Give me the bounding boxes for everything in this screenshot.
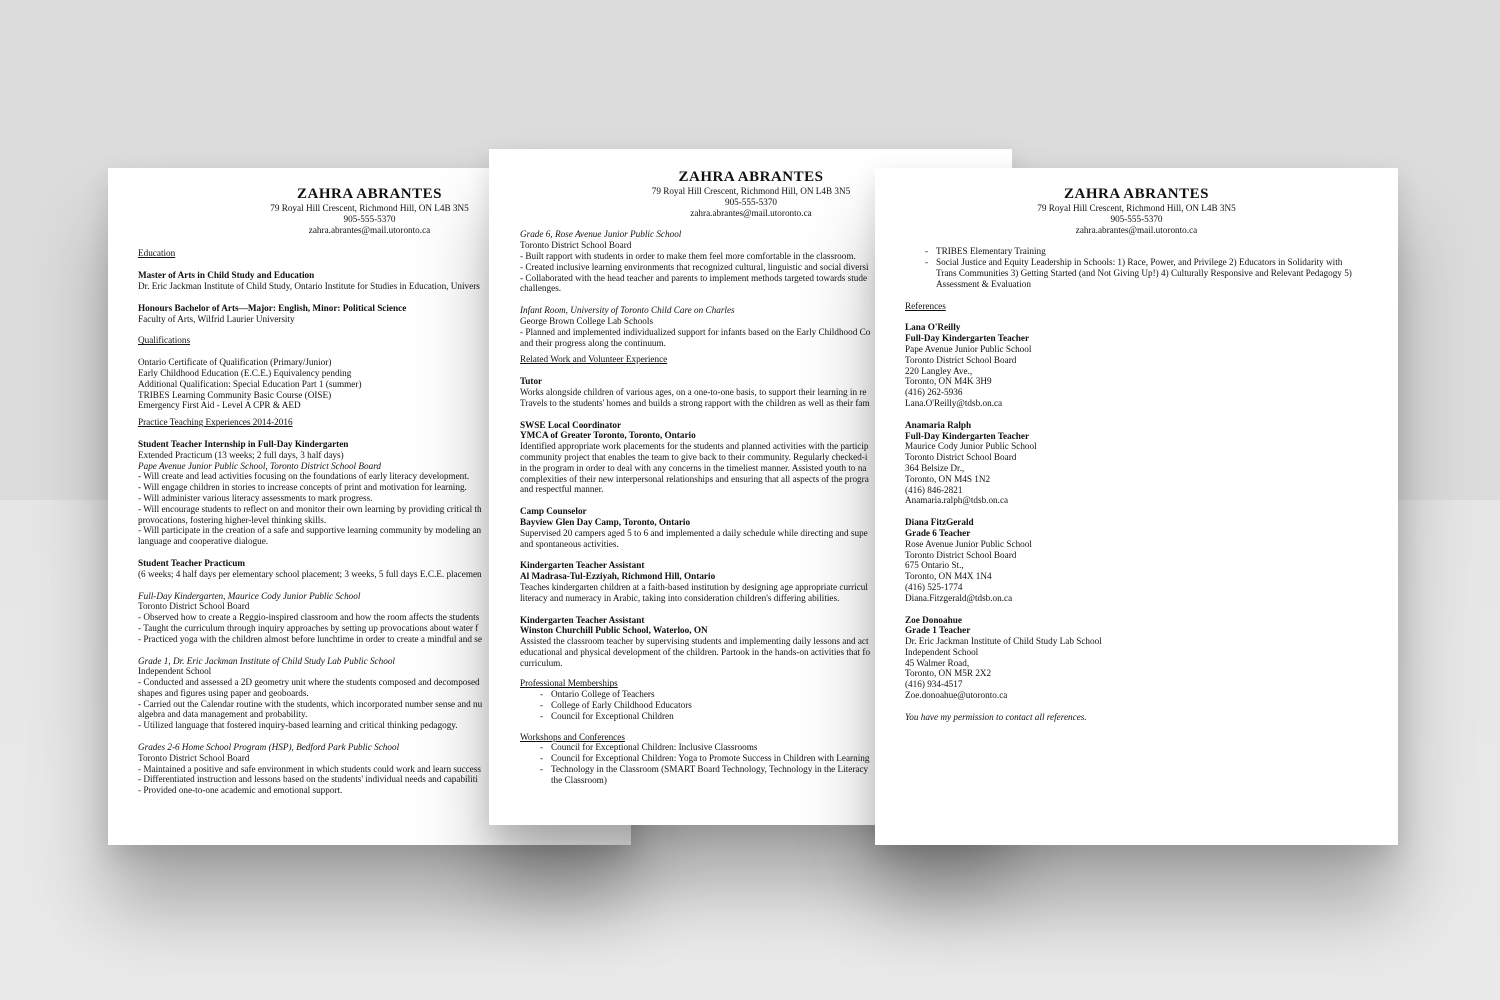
- degree-school: Faculty of Arts, Wilfrid Laurier University: [138, 313, 295, 324]
- bullet-line: - Taught the curriculum through inquiry approaches by setting up provocations about water f: [138, 622, 479, 633]
- position-board: George Brown College Lab Schools: [520, 315, 654, 326]
- reference-entry: [905, 420, 1398, 506]
- workshop-item: - Technology in the Classroom (SMART Board Technology, Technology in the Literacy: [540, 764, 1012, 775]
- section-heading-references: References: [905, 300, 946, 311]
- reference-phone: (416) 525-1774: [905, 581, 963, 592]
- candidate-name: ZAHRA ABRANTES: [297, 186, 442, 202]
- phone: 905-555-5370: [343, 213, 396, 224]
- reference-name: Diana FitzGerald: [905, 517, 974, 528]
- position-title: Camp Counselor: [520, 506, 587, 517]
- reference-title: Grade 6 Teacher: [905, 527, 971, 538]
- reference-line: Toronto District School Board: [905, 354, 1017, 365]
- bullet-line: - Practiced yoga with the children almost before lunchtime in order to create a mindful and se: [138, 633, 482, 644]
- bullet-line: challenges.: [520, 283, 562, 294]
- qualification-item: TRIBES Learning Community Basic Course (OISE): [138, 389, 332, 400]
- description-line: Assisted the classroom teacher by supervising students and implementing daily lessons and act: [520, 636, 869, 647]
- position-title: Kindergarten Teacher Assistant: [520, 560, 645, 571]
- bullet-line: - Observed how to create a Reggio-inspired classroom and how the room affects the students: [138, 612, 480, 623]
- reference-line: 364 Belsize Dr.,: [905, 462, 965, 473]
- position-place: Grade 1, Dr. Eric Jackman Institute of Child Study Lab Public School: [138, 655, 395, 666]
- candidate-name: ZAHRA ABRANTES: [678, 169, 824, 185]
- bullet-line: - Utilized language that fostered inquiry-based learning and critical thinking pedagogy.: [138, 720, 458, 731]
- section-heading-workshops: Workshops and Conferences: [520, 731, 625, 742]
- position-subtitle: (6 weeks; 4 half days per elementary school placement; 3 weeks, 5 full days E.C.E. placemen: [138, 568, 482, 579]
- description-line: community project that enables the team to give back to their community. Regularly checked-i: [520, 451, 868, 462]
- qualification-item: Ontario Certificate of Qualification (Primary/Junior): [138, 357, 332, 368]
- section-heading-qualifications: Qualifications: [138, 335, 191, 346]
- bullet-line: algebra and data management and probability.: [138, 709, 308, 720]
- description-line: complexities of their new interpersonal relationships and ensuring that all aspects of the progra: [520, 473, 869, 484]
- training-item: - TRIBES Elementary Training: [925, 246, 1398, 257]
- bullet-line: - Conducted and assessed a 2D geometry unit where the students composed and decomposed: [138, 677, 480, 688]
- email: zahra.abrantes@mail.utoronto.ca: [690, 207, 812, 218]
- bullet-line: - Maintained a positive and safe environment in which students could work and learn success: [138, 763, 481, 774]
- reference-title: Grade 1 Teacher: [905, 625, 971, 636]
- position-place: Full-Day Kindergarten, Maurice Cody Junior Public School: [138, 590, 361, 601]
- bullet-line: - Provided one-to-one academic and emotional support.: [138, 785, 343, 796]
- bullet-line: and their progress along the continuum.: [520, 337, 666, 348]
- bullet-line: - Planned and implemented individualized support for infants based on the Early Childhood Co: [520, 326, 871, 337]
- reference-email: Diana.Fitzgerald@tdsb.on.ca: [905, 592, 1013, 603]
- reference-title: Full-Day Kindergarten Teacher: [905, 430, 1030, 441]
- workshop-item: - Council for Exceptional Children: Inclusive Classrooms: [540, 742, 1012, 753]
- section-heading-education: Education: [138, 248, 176, 259]
- bullet-line: - Will create and lead activities focusing on the foundations of early literacy development.: [138, 471, 470, 482]
- reference-name: Zoe Donoahue: [905, 614, 962, 625]
- degree-title: Master of Arts in Child Study and Education: [138, 270, 315, 281]
- position-org: YMCA of Greater Toronto, Toronto, Ontario: [520, 430, 696, 441]
- position-board: Independent School: [138, 666, 212, 677]
- section-heading-practice: Practice Teaching Experiences 2014-2016: [138, 417, 293, 428]
- training-item: - Social Justice and Equity Leadership in Schools: 1) Race, Power, and Privilege 2) Educators in Solidarity with Trans Communities 3) Getting Started (and Not Giving Up!) 4) Culturally Responsive and Relevant Pedagogy 5) Assessment & Evaluation: [925, 257, 1398, 289]
- qualification-item: Early Childhood Education (E.C.E.) Equivalency pending: [138, 367, 352, 378]
- description-line: educational and physical development of the children. Partook in the hands-on activities that fo: [520, 646, 871, 657]
- bullet-line: - Built rapport with students in order to make them feel more comfortable in the classroom.: [520, 250, 856, 261]
- position-board: Toronto District School Board: [138, 752, 250, 763]
- section-heading-memberships: Professional Memberships: [520, 678, 618, 689]
- reference-line: Toronto, ON M4K 3H9: [905, 376, 992, 387]
- address: 79 Royal Hill Crescent, Richmond Hill, ON L4B 3N5: [1037, 203, 1236, 213]
- description-line: and spontaneous activities.: [520, 538, 619, 549]
- phone: 905-555-5370: [1110, 213, 1163, 224]
- description-line: Travels to the students' homes and builds a strong rapport with the children as well as their fam: [520, 397, 870, 408]
- position-title: Tutor: [520, 376, 543, 387]
- reference-line: Pape Avenue Junior Public School: [905, 343, 1032, 354]
- position-place: Infant Room, University of Toronto Child Care on Charles: [520, 305, 735, 316]
- description-line: and respectful manner.: [520, 484, 604, 495]
- reference-email: Lana.O'Reilly@tdsb.on.ca: [905, 397, 1003, 408]
- position-board: Toronto District School Board: [138, 601, 250, 612]
- bullet-line: - Will engage children in stories to increase concepts of print and motivation for learning.: [138, 482, 467, 493]
- reference-entry: [905, 517, 1398, 603]
- reference-email: Anamaria.ralph@tdsb.on.ca: [905, 495, 1009, 506]
- address: 79 Royal Hill Crescent, Richmond Hill, ON L4B 3N5: [651, 186, 851, 196]
- bullet-line: - Will encourage students to reflect on and monitor their own learning by providing critical th: [138, 503, 482, 514]
- bullet-line: language and cooperative dialogue.: [138, 536, 269, 547]
- description-line: in the program in order to deal with any concerns in the timeliest manner. Assisted youth to na: [520, 462, 867, 473]
- candidate-name: ZAHRA ABRANTES: [1064, 186, 1209, 202]
- resume-header: [905, 186, 1368, 235]
- reference-line: Toronto, ON M4X 1N4: [905, 571, 992, 582]
- email: zahra.abrantes@mail.utoronto.ca: [1075, 224, 1198, 235]
- description-line: literacy and numeracy in Arabic, taking into consideration children's differing abilities.: [520, 592, 840, 603]
- workshop-item: - Council for Exceptional Children: Yoga to Promote Success in Children with Learning: [540, 753, 1012, 764]
- resume-page-3: [875, 168, 1398, 845]
- qualification-item: Additional Qualification: Special Education Part 1 (summer): [138, 378, 362, 389]
- reference-name: Anamaria Ralph: [905, 419, 972, 430]
- reference-title: Full-Day Kindergarten Teacher: [905, 333, 1030, 344]
- reference-line: 220 Langley Ave.,: [905, 365, 973, 376]
- position-board: Toronto District School Board: [520, 240, 632, 251]
- membership-item: - College of Early Childhood Educators: [540, 700, 1012, 711]
- reference-name: Lana O'Reilly: [905, 322, 961, 333]
- position-place: Grade 6, Rose Avenue Junior Public School: [520, 229, 682, 240]
- bullet-line: provocations, fostering higher-level thinking skills.: [138, 514, 327, 525]
- permission-note: You have my permission to contact all references.: [905, 711, 1087, 722]
- reference-phone: (416) 846-2821: [905, 484, 963, 495]
- section-heading-related: Related Work and Volunteer Experience: [520, 354, 668, 365]
- reference-phone: (416) 262-5936: [905, 387, 963, 398]
- bullet-line: - Carried out the Calendar routine with the students, which incorporated number sense and nu: [138, 698, 483, 709]
- reference-line: Dr. Eric Jackman Institute of Child Study Lab School: [905, 636, 1102, 647]
- position-title: Kindergarten Teacher Assistant: [520, 614, 645, 625]
- degree-school: Dr. Eric Jackman Institute of Child Study, Ontario Institute for Studies in Education, Univers: [138, 280, 480, 291]
- position-title: Student Teacher Practicum: [138, 557, 246, 568]
- bullet-line: - Collaborated with the head teacher and parents to implement methods targeted towards stude: [520, 272, 868, 283]
- degree-title: Honours Bachelor of Arts—Major: English, Minor: Political Science: [138, 302, 407, 313]
- reference-line: 675 Ontario St.,: [905, 560, 964, 571]
- description-line: Identified appropriate work placements for the students and planned activities with the particip: [520, 441, 869, 452]
- reference-line: 45 Walmer Road,: [905, 657, 970, 668]
- phone: 905-555-5370: [724, 196, 778, 207]
- position-title: SWSE Local Coordinator: [520, 419, 622, 430]
- reference-entry: [905, 322, 1398, 408]
- position-org: Winston Churchill Public School, Waterloo, ON: [520, 625, 708, 636]
- position-title: Student Teacher Internship in Full-Day Kindergarten: [138, 438, 349, 449]
- reference-email: Zoe.donoahue@utoronto.ca: [905, 690, 1008, 701]
- workshop-item-continuation: the Classroom): [551, 774, 607, 785]
- bullet-line: - Created inclusive learning environments that recognized cultural, linguistic and social diversi: [520, 261, 869, 272]
- email: zahra.abrantes@mail.utoronto.ca: [308, 224, 431, 235]
- position-place: Grades 2-6 Home School Program (HSP), Bedford Park Public School: [138, 742, 400, 753]
- address: 79 Royal Hill Crescent, Richmond Hill, ON L4B 3N5: [270, 203, 469, 213]
- bullet-line: shapes and figures using paper and geoboards.: [138, 687, 309, 698]
- membership-item: - Ontario College of Teachers: [540, 689, 1012, 700]
- description-line: Teaches kindergarten children at a faith-based institution by designing age appropriate curricul: [520, 581, 868, 592]
- description-line: curriculum.: [520, 657, 563, 668]
- position-place: Pape Avenue Junior Public School, Toronto District School Board: [138, 460, 382, 471]
- reference-line: Toronto, ON M4S 1N2: [905, 473, 991, 484]
- reference-phone: (416) 934-4517: [905, 679, 963, 690]
- reference-line: Rose Avenue Junior Public School: [905, 538, 1032, 549]
- position-org: Bayview Glen Day Camp, Toronto, Ontario: [520, 516, 691, 527]
- description-line: Works alongside children of various ages, on a one-to-one basis, to support their learning in re: [520, 386, 867, 397]
- reference-line: Toronto, ON M5R 2X2: [905, 668, 992, 679]
- reference-entry: [905, 615, 1398, 701]
- description-line: Supervised 20 campers aged 5 to 6 and implemented a daily schedule while directing and supe: [520, 527, 868, 538]
- trainings-list: [905, 246, 1398, 289]
- reference-line: Maurice Cody Junior Public School: [905, 441, 1037, 452]
- reference-line: Independent School: [905, 646, 979, 657]
- qualification-item: Emergency First Aid - Level A CPR & AED: [138, 400, 301, 411]
- bullet-line: - Will participate in the creation of a safe and supportive learning community by modeling an: [138, 525, 482, 536]
- position-org: Al Madrasa-Tul-Ezziyah, Richmond Hill, Ontario: [520, 571, 716, 582]
- bullet-line: - Differentiated instruction and lessons based on the students' individual needs and capabiliti: [138, 774, 478, 785]
- reference-line: Toronto District School Board: [905, 452, 1017, 463]
- bullet-line: - Will administer various literacy assessments to mark progress.: [138, 492, 373, 503]
- reference-line: Toronto District School Board: [905, 549, 1017, 560]
- position-subtitle: Extended Practicum (13 weeks; 2 full days, 3 half days): [138, 449, 344, 460]
- membership-item: - Council for Exceptional Children: [540, 711, 1012, 722]
